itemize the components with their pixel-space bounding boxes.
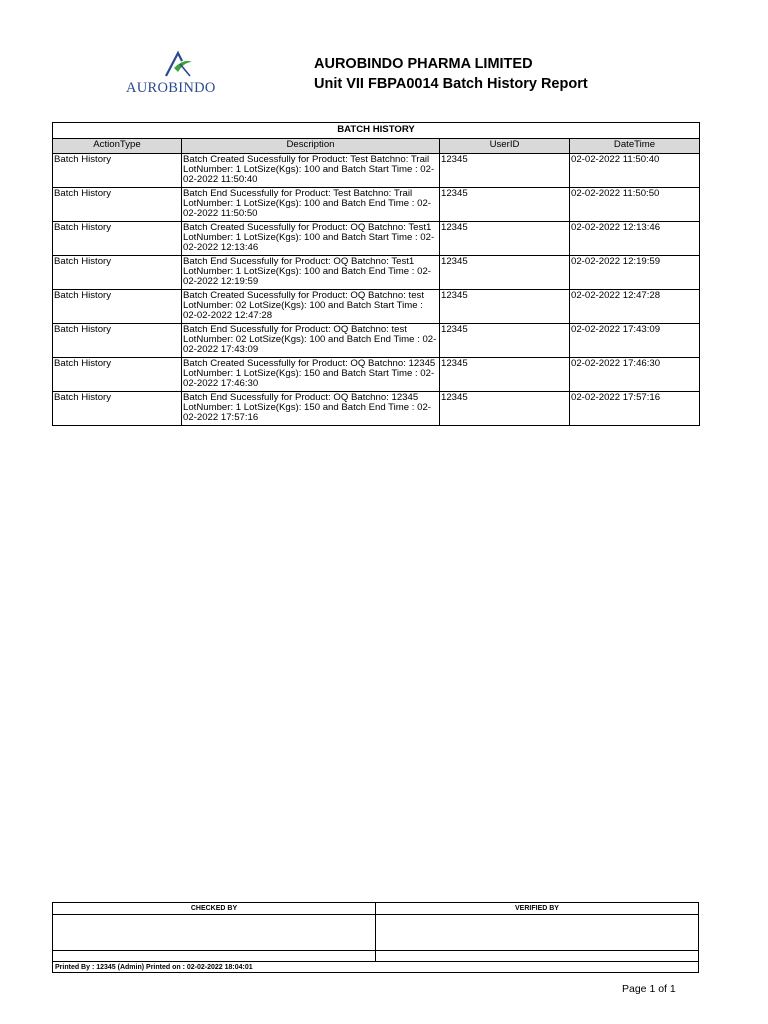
table-row	[53, 256, 700, 290]
cell-action: Batch History	[53, 256, 182, 290]
logo-text: AUROBINDO	[126, 80, 216, 96]
cell-user: 12345	[440, 256, 570, 290]
company-logo	[122, 50, 240, 98]
cell-datetime: 02-02-2022 12:19:59	[570, 256, 700, 290]
page-number: Page 1 of 1	[622, 983, 676, 995]
cell-action: Batch History	[53, 290, 182, 324]
company-name: AUROBINDO PHARMA LIMITED	[314, 56, 533, 72]
cell-action: Batch History	[53, 188, 182, 222]
col-header-actiontype: ActionType	[53, 139, 182, 154]
cell-datetime: 02-02-2022 12:13:46	[570, 222, 700, 256]
table-row	[53, 392, 700, 426]
cell-description: Batch End Sucessfully for Product: OQ Batchno: test LotNumber: 02 LotSize(Kgs): 100 and Batch End Time : 02-02-2022 17:43:09	[182, 324, 440, 358]
checked-by-date-box	[53, 951, 376, 962]
cell-datetime: 02-02-2022 17:46:30	[570, 358, 700, 392]
report-header	[314, 55, 588, 93]
cell-user: 12345	[440, 154, 570, 188]
cell-action: Batch History	[53, 358, 182, 392]
cell-description: Batch End Sucessfully for Product: OQ Batchno: 12345 LotNumber: 1 LotSize(Kgs): 150 and Batch End Time : 02-02-2022 17:57:16	[182, 392, 440, 426]
cell-description: Batch Created Sucessfully for Product: OQ Batchno: Test1 LotNumber: 1 LotSize(Kgs): 100 and Batch Start Time : 02-02-2022 12:13:46	[182, 222, 440, 256]
cell-action: Batch History	[53, 324, 182, 358]
cell-user: 12345	[440, 392, 570, 426]
cell-datetime: 02-02-2022 11:50:40	[570, 154, 700, 188]
table-row	[53, 154, 700, 188]
col-header-description: Description	[182, 139, 440, 154]
table-row	[53, 358, 700, 392]
cell-user: 12345	[440, 324, 570, 358]
cell-datetime: 02-02-2022 12:47:28	[570, 290, 700, 324]
checked-by-label: CHECKED BY	[53, 903, 376, 915]
col-header-datetime: DateTime	[570, 139, 700, 154]
table-row	[53, 188, 700, 222]
signoff-table	[52, 902, 699, 973]
verified-by-date-box	[376, 951, 699, 962]
col-header-userid: UserID	[440, 139, 570, 154]
cell-datetime: 02-02-2022 17:43:09	[570, 324, 700, 358]
printed-by-info: Printed By : 12345 (Admin) Printed on : 02-02-2022 18:04:01	[53, 962, 699, 973]
cell-description: Batch End Sucessfully for Product: OQ Batchno: Test1 LotNumber: 1 LotSize(Kgs): 100 and Batch End Time : 02-02-2022 12:19:59	[182, 256, 440, 290]
cell-action: Batch History	[53, 222, 182, 256]
checked-by-signature-box	[53, 915, 376, 951]
table-row	[53, 222, 700, 256]
verified-by-signature-box	[376, 915, 699, 951]
table-row	[53, 290, 700, 324]
cell-action: Batch History	[53, 392, 182, 426]
cell-user: 12345	[440, 290, 570, 324]
cell-user: 12345	[440, 222, 570, 256]
cell-user: 12345	[440, 358, 570, 392]
logo-mark-icon	[164, 50, 194, 78]
cell-datetime: 02-02-2022 17:57:16	[570, 392, 700, 426]
table-row	[53, 324, 700, 358]
cell-description: Batch Created Sucessfully for Product: Test Batchno: Trail LotNumber: 1 LotSize(Kgs): 100 and Batch Start Time : 02-02-2022 11:50:40	[182, 154, 440, 188]
cell-description: Batch End Sucessfully for Product: Test Batchno: Trail LotNumber: 1 LotSize(Kgs): 100 and Batch End Time : 02-02-2022 11:50:50	[182, 188, 440, 222]
cell-description: Batch Created Sucessfully for Product: OQ Batchno: 12345 LotNumber: 1 LotSize(Kgs): 150 and Batch Start Time : 02-02-2022 17:46:30	[182, 358, 440, 392]
report-title: Unit VII FBPA0014 Batch History Report	[314, 76, 588, 92]
verified-by-label: VERIFIED BY	[376, 903, 699, 915]
cell-user: 12345	[440, 188, 570, 222]
cell-datetime: 02-02-2022 11:50:50	[570, 188, 700, 222]
table-caption: BATCH HISTORY	[53, 123, 700, 139]
batch-history-table	[52, 122, 700, 426]
cell-action: Batch History	[53, 154, 182, 188]
cell-description: Batch Created Sucessfully for Product: OQ Batchno: test LotNumber: 02 LotSize(Kgs): 100 and Batch Start Time : 02-02-2022 12:47:28	[182, 290, 440, 324]
